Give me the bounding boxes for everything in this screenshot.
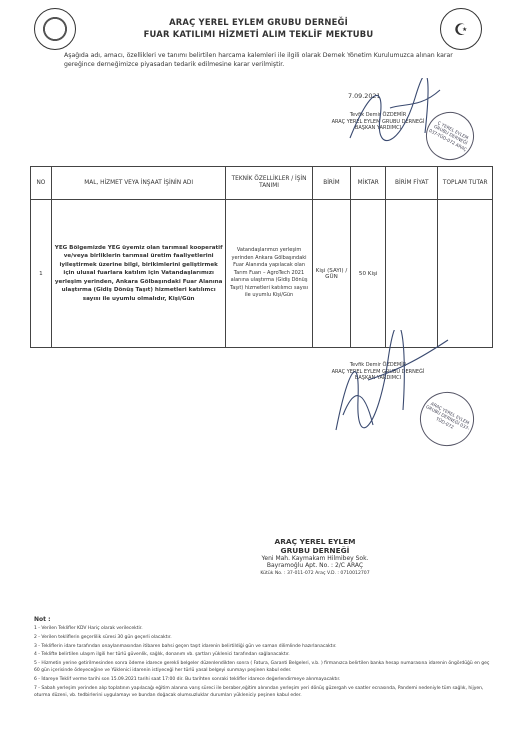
notes-heading: Not :: [34, 616, 51, 623]
address-line-5: Kütük No. : 37-011-072 Araç V.D. : 0710012707: [260, 570, 370, 576]
signatory-name: Tevfik Demir ÖZDEMİR: [349, 112, 407, 118]
col-header-total: TOPLAM TUTAR: [438, 167, 493, 200]
signatory-org: ARAÇ YEREL EYLEM GRUBU DERNEĞİ: [331, 118, 425, 125]
cell-spec: Vatandaşlarımızı yerleşim yerinden Ankara Gölbaşındaki Fuar Alanında yapılacak olan Tarım Fuarı – AgroTech 2021 alanına ulaştırma (Gidiş Dönüş Taşıt) hizmetleri katılımcı sayısı ile uyumlu Kişi/Gün: [226, 200, 312, 348]
signatory-name: Tevfik Demir ÖZDEMİR: [349, 362, 407, 368]
note-item: 2 - Verilen tekliflerin geçerlilik süresi 30 gün geçerli olacaktır.: [34, 634, 172, 640]
association-logo-right: [440, 8, 482, 50]
col-header-no: NO: [31, 167, 52, 200]
col-header-unit: BİRİM: [312, 167, 351, 200]
notes-list: [34, 625, 494, 701]
signatory-role: BAŞKAN YARDIMCI: [354, 375, 402, 381]
col-header-spec: TEKNİK ÖZELLİKLER / İŞİN TANIMI: [226, 167, 312, 200]
cell-item: YEG Bölgemizde YEG üyemiz olan tarımsal kooperatif ve/veya birliklerin tarımsal üretim faaliyetlerini iyileştirmek üzerine bilgi, birikimlerini geliştirmek için ulusal fuarlara katılım için Vatandaşlarımızı yerleşim yerinden, Ankara Gölbaşındaki Fuar Alanına ulaştırma (Gidiş Dönüş Taşıt) hizmetleri katılımcı sayısı ile uyumlu olmalıdır, Kişi/Gün: [51, 200, 226, 348]
cell-qty: 50 Kişi: [351, 200, 386, 348]
note-item: 6 - İdareye Teklif verme tarihi son 15.09.2021 tarihi saat 17:00 dir. Bu tarihten sonraki teklifler idarece değerlendirmeye alınmayacaktır.: [34, 676, 341, 682]
note-item: 3 - Tekliflerin idare tarafından onaylanmasından itibaren bahsi geçen taşıt idarenin belirtildiği gün ve saman dilimlinde hazırlanacaktır.: [34, 643, 337, 649]
address-line-2: GRUBU DERNEĞİ: [280, 546, 350, 555]
cell-no: 1: [31, 200, 52, 348]
association-address-block: [230, 537, 400, 577]
address-line-1: ARAÇ YEREL EYLEM: [274, 537, 356, 546]
document-title-line2: FUAR KATILIMI HİZMETİ ALIM TEKLİF MEKTUBU: [143, 29, 374, 39]
col-header-item: MAL, HİZMET VEYA İNŞAAT İŞİNİN ADI: [51, 167, 226, 200]
address-line-4: Bayramoğlu Apt. No. : 2/C ARAÇ: [266, 562, 364, 570]
note-item: 4 - Teklifte belirtilen ulaşım ilgili her türlü güvenlik, sağlık, donanım vb. şartları yüklenici tarafından sağlanacaktır.: [34, 652, 290, 658]
cell-total: [438, 200, 493, 348]
signatory-org: ARAÇ YEREL EYLEM GRUBU DERNEĞİ: [331, 368, 425, 375]
note-item: 5 - Hizmetin yerine getirilmesinden sonra ödeme idarece gerekli belgeler düzenlendikten sonra ( Fatura, Garanti Belgeleri, v.b. ) firmanızca belirtilen banka hesap numarasına idarenin öngördüğü en geç 60 gün içerisinde ödeyeceğine ve Yüklenici idarenin istiyeceği her türlü yasal belgeyi sunmayı peşinen kabul eder.: [34, 661, 490, 674]
signatory-role: BAŞKAN YARDIMCI: [354, 125, 402, 131]
crescent-star-icon: ☪: [453, 19, 469, 39]
cell-unit: Kişi (SAYI) / GÜN: [312, 200, 351, 348]
intro-paragraph: Aşağıda adı, amacı, özellikleri ve tanımı belirtilen harcama kalemleri ile ilgili olarak Dernek Yönetim Kurulumuzca alınan karar gereğince derneğimizce piyasadan tedarik edilmesine karar verilmiştir.: [64, 52, 453, 68]
note-item: 1 - Verilen Teklifler KDV Hariç olarak verilecektir.: [34, 626, 143, 631]
address-line-3: Yeni Mah. Kaymakam Hilmibey Sok.: [261, 555, 369, 562]
col-header-unit-price: BİRİM FİYAT: [386, 167, 438, 200]
col-header-qty: MİKTAR: [351, 167, 386, 200]
cell-unit-price: [386, 200, 438, 348]
official-stamp-bottom: ARAÇ YEREL EYLEM GRUBU DERNEĞİ 037-TÜD-072: [410, 382, 483, 455]
official-stamp-top: Ç YEREL EYLEM GRUBU DERNEĞİ 037-TÜD-072 ARAÇ: [418, 104, 483, 169]
document-date: 7.09.2021: [348, 92, 381, 100]
document-title-line1: ARAÇ YEREL EYLEM GRUBU DERNEĞİ: [169, 17, 348, 27]
quotation-table: [30, 166, 493, 348]
association-logo-left: [34, 8, 76, 50]
note-item: 7 - Sabah yerleşim yerinden alıp toplatının yapılacağı eğitim alanına varış süreci ile beraber,eğitim alınından yerleşim yeri dönüş güzergah ve saatler ecnasında, Pandemi nedeniyle tüm sağlık, hijyen, oturma düzeni, vb. tedbirlerini uygulamayı ve bundan doğacak olumsuzluklar durumları yükleniciy peşinen kabul eder.: [34, 685, 484, 698]
table-row: [31, 200, 493, 348]
table-header-row: [31, 167, 493, 200]
